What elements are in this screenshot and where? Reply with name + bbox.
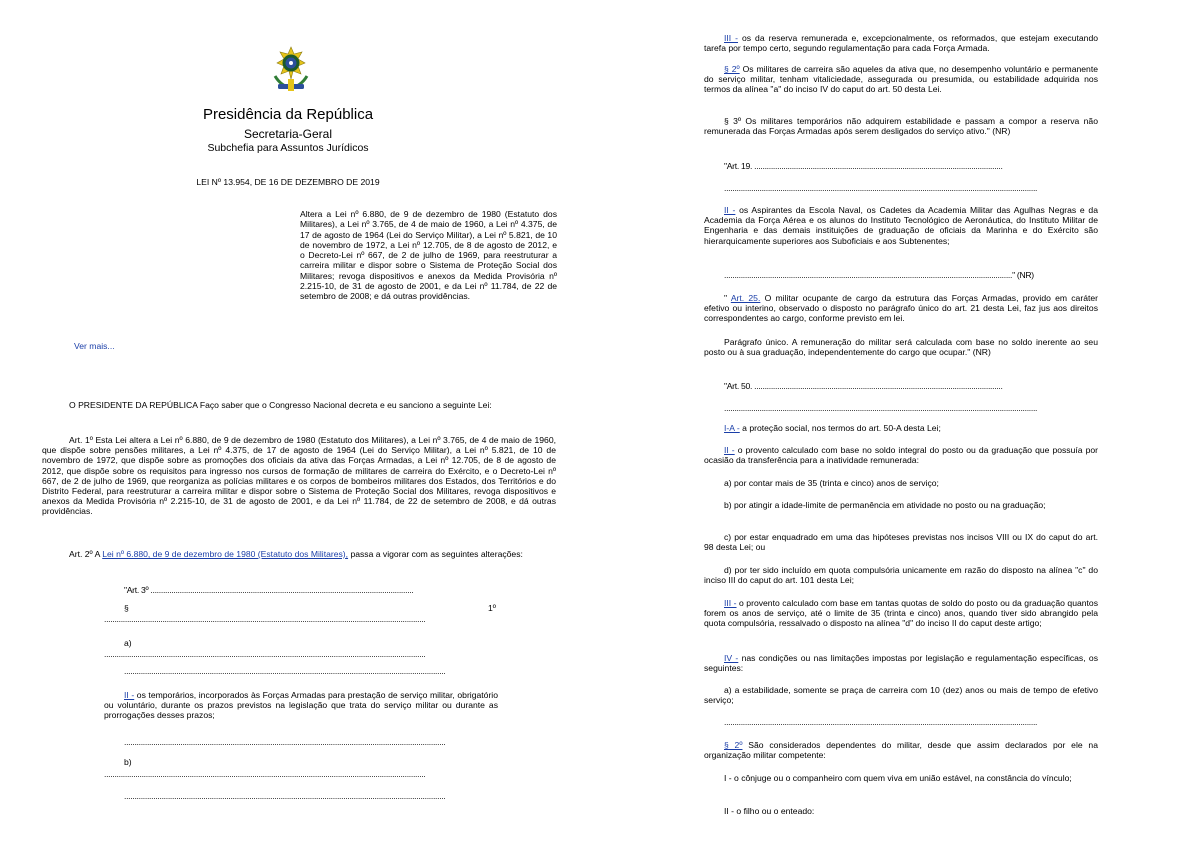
dots-line: .......................................................................................................................................................... [104,614,426,624]
art-25-prefix: " [724,293,731,303]
lei-6880-link[interactable]: Lei nº 6.880, de 9 de dezembro de 1980 (Estatuto dos Militares), [102,549,349,559]
brazil-coat-of-arms-icon [271,46,311,94]
see-more-link[interactable]: Ver mais... [74,341,115,351]
law-title: LEI Nº 13.954, DE 16 DE DEZEMBRO DE 2019 [196,177,380,187]
inciso-iii-quotas-text: o provento calculado com base em tantas quotas de soldo do posto ou da graduação quantos forem os anos de serviço, até o limite de 35 (trinta e cinco) anos, quando tiver sido abrangido pela quota compulsória, ressalvado o disposto na alínea "d" do inciso II do caput deste artigo; [704,598,1098,629]
dots-line: .......................................................................................................................................................... [104,769,426,779]
paragraph-3: § 3º Os militares temporários não adquirem estabilidade e passam a compor a reserva não remunerada das Forças Armadas após serem desligados do serviço ativo." (NR) [704,116,1098,137]
nr-line: .........................................................................................................................................." (NR) [724,270,1034,280]
inciso-ii-provento-text: o provento calculado com base no soldo integral do posto ou da graduação que possuía por ocasião da transferência para a inatividade remunerada: [704,445,1098,466]
paragraph-2-link[interactable]: § 2º [724,64,740,74]
paragraph-2-dependents-text: São considerados dependentes do militar, desde que assim declarados por ele na organização militar competente: [704,740,1098,761]
article-2 [42,549,556,559]
paragraph-2-text: Os militares de carreira são aqueles da ativa que, no desempenho voluntário e permanente do serviço militar, tenham vitaliciedade, assegurada ou presumida, ou estabilidade adquirida nos termos da alínea "a" do inciso IV do caput do art. 50 desta Lei. [704,64,1098,95]
secretariat-heading: Secretaria-Geral [243,127,333,141]
art-19-inciso-ii-link[interactable]: II - [724,205,736,215]
art-19-inciso-ii-text: os Aspirantes da Escola Naval, os Cadetes da Academia Militar das Agulhas Negras e da Academia da Força Aérea e os alunos do Instituto Tecnológico de Aeronáutica, do Instituto Militar de Engenharia e das demais instituições de graduação de oficiais da Marinha e do Exército são hierarquicamente superiores aos Suboficiais e aos Subtenentes; [704,205,1098,246]
inciso-ii [104,690,498,721]
item-a: a) [124,638,132,648]
alinea-b: b) por atingir a idade-limite de permanência em atividade no posto ou na graduação; [724,500,1046,510]
item-b: b) [124,757,132,767]
art-3-line: "Art. 3º .............................................................................................................................. [124,585,414,595]
inciso-iii-link[interactable]: III - [724,33,739,43]
law-ementa: Altera a Lei nº 6.880, de 9 de dezembro de 1980 (Estatuto dos Militares), a Lei nº 3.765, de 4 de maio de 1960, a Lei nº 4.375, de 17 de agosto de 1964 (Lei do Serviço Militar), a Lei nº 5.821, de 10 de novembro de 1972, a Lei nº 12.705, de 8 de agosto de 2012, e o Decreto-Lei nº 667, de 2 de julho de 1969, para reestruturar a carreira militar e dispor sobre o Sistema de Proteção Social dos Militares; revoga dispositivos e anexos da Medida Provisória nº 2.215-10, de 31 de agosto de 2001, e da Lei nº 11.784, de 22 de setembro de 2008; e dá outras providências. [300,209,557,302]
paragraph-2-dependents-link[interactable]: § 2º [724,740,743,750]
dots-line: .......................................................................................................................................................... [124,737,446,747]
inciso-iii [704,33,1098,53]
dependent-i: I - o cônjuge ou o companheiro com quem viva em união estável, na constância do vínculo; [724,773,1072,783]
article-2-suffix: passa a vigorar com as seguintes alterações: [348,549,523,559]
inciso-iii-quotas-link[interactable]: III - [724,598,737,608]
article-1: Art. 1º Esta Lei altera a Lei nº 6.880, de 9 de dezembro de 1980 (Estatuto dos Militares), a Lei nº 3.765, de 4 de maio de 1960, que dispõe sobre pensões militares, a Lei nº 4.375, de 17 de agosto de 1964 (Lei do Serviço Militar), a Lei nº 5.821, de 10 de novembro de 1972, que dispõe sobre as promoções dos oficiais da ativa das Forças Armadas, a Lei nº 12.705, de 8 de agosto de 2012, que dispõe sobre os requisitos para ingresso nos cursos de formação de militares de carreira do Exército, e o Decreto-Lei nº 667, de 2 de julho de 1969, que reorganiza as polícias militares e os corpos de bombeiros militares dos Estados, dos Territórios e do Distrito Federal, para reestruturar a carreira militar e dispor sobre o Sistema de Proteção Social dos Militares, revoga dispositivos e anexos da Medida Provisória nº 2.215-10, de 31 de agosto de 2001, e da Lei nº 11.784, de 22 de setembro de 2008, e dá outras providências. [42,435,556,517]
article-25 [704,293,1098,324]
inciso-ii-provento-link[interactable]: II - [724,445,735,455]
art-25-text: O militar ocupante de cargo da estrutura das Forças Armadas, provido em caráter efetivo ou interino, observado o disposto no parágrafo único do art. 21 desta Lei, faz jus aos direitos correspondentes ao cargo, conforme previsto em lei. [704,293,1099,324]
institution-heading: Presidência da República [202,106,374,123]
dependent-ii: II - o filho ou o enteado: [724,806,815,816]
subchefia-heading: Subchefia para Assuntos Jurídicos [207,142,369,154]
inciso-iii-text: os da reserva remunerada e, excepcionalmente, os reformados, que estejam executando tarefa por tempo certo, segundo regulamentação para cada Força Armada. [704,33,1099,54]
art-50-line: "Art. 50. ....................................................................................................................... [724,381,1003,391]
paragraph-number: 1º [488,603,496,613]
inciso-ia-text: a proteção social, nos termos do art. 50-A desta Lei; [739,423,941,433]
art-19-line: "Art. 19. ....................................................................................................................... [724,161,1003,171]
right-page [640,0,1200,849]
dots-line: ...................................................................................................................................................... [724,183,1038,193]
inciso-iv [704,653,1098,673]
art-25-sole-paragraph: Parágrafo único. A remuneração do militar será calculada com base no soldo inerente ao seu posto ou à sua graduação, independentemente do cargo que ocupar." (NR) [704,337,1098,358]
paragraph-2 [704,64,1098,95]
inciso-ii-link[interactable]: II - [124,690,135,700]
alinea-a: a) por contar mais de 35 (trinta e cinco) anos de serviço; [724,478,939,488]
inciso-iv-alinea-a: a) a estabilidade, somente se praça de carreira com 10 (dez) anos ou mais de tempo de efetivo serviço; [704,685,1098,706]
inciso-ia [704,423,1098,433]
dots-line: ...................................................................................................................................................... [724,403,1038,413]
inciso-ii-text: os temporários, incorporados às Forças Armadas para prestação de serviço militar, obrigatório ou voluntário, durante os prazos previstos na legislação que trata do serviço militar ou durante as prorrogações desses prazos; [104,690,498,721]
alinea-d: d) por ter sido incluído em quota compulsória unicamente em razão do disposto na alínea "c" do inciso III do caput do art. 101 desta Lei; [704,565,1098,586]
inciso-ii-provento [704,445,1098,465]
dots-line: .......................................................................................................................................................... [104,649,426,659]
preamble: O PRESIDENTE DA REPÚBLICA Faço saber que o Congresso Nacional decreta e eu sanciono a seguinte Lei: [69,400,492,410]
art-19-inciso-ii [704,205,1098,246]
inciso-iv-text: nas condições ou nas limitações impostas por legislação e regulamentação específicas, os seguintes: [704,653,1099,674]
inciso-iii-quotas [704,598,1098,629]
paragraph-2-dependents [704,740,1098,760]
dots-line: .......................................................................................................................................................... [124,666,446,676]
inciso-ia-link[interactable]: I-A - [724,423,740,433]
art-25-link[interactable]: Art. 25. [730,293,761,303]
left-page [38,0,598,849]
alinea-c: c) por estar enquadrado em uma das hipóteses previstas nos incisos VIII ou IX do caput do art. 98 desta Lei; ou [704,532,1098,553]
paragraph-sign: § [124,603,129,613]
article-2-prefix: Art. 2º A [69,549,103,559]
dots-line: ...................................................................................................................................................... [724,717,1038,727]
inciso-iv-link[interactable]: IV - [724,653,739,663]
dots-line: .......................................................................................................................................................... [124,791,446,801]
